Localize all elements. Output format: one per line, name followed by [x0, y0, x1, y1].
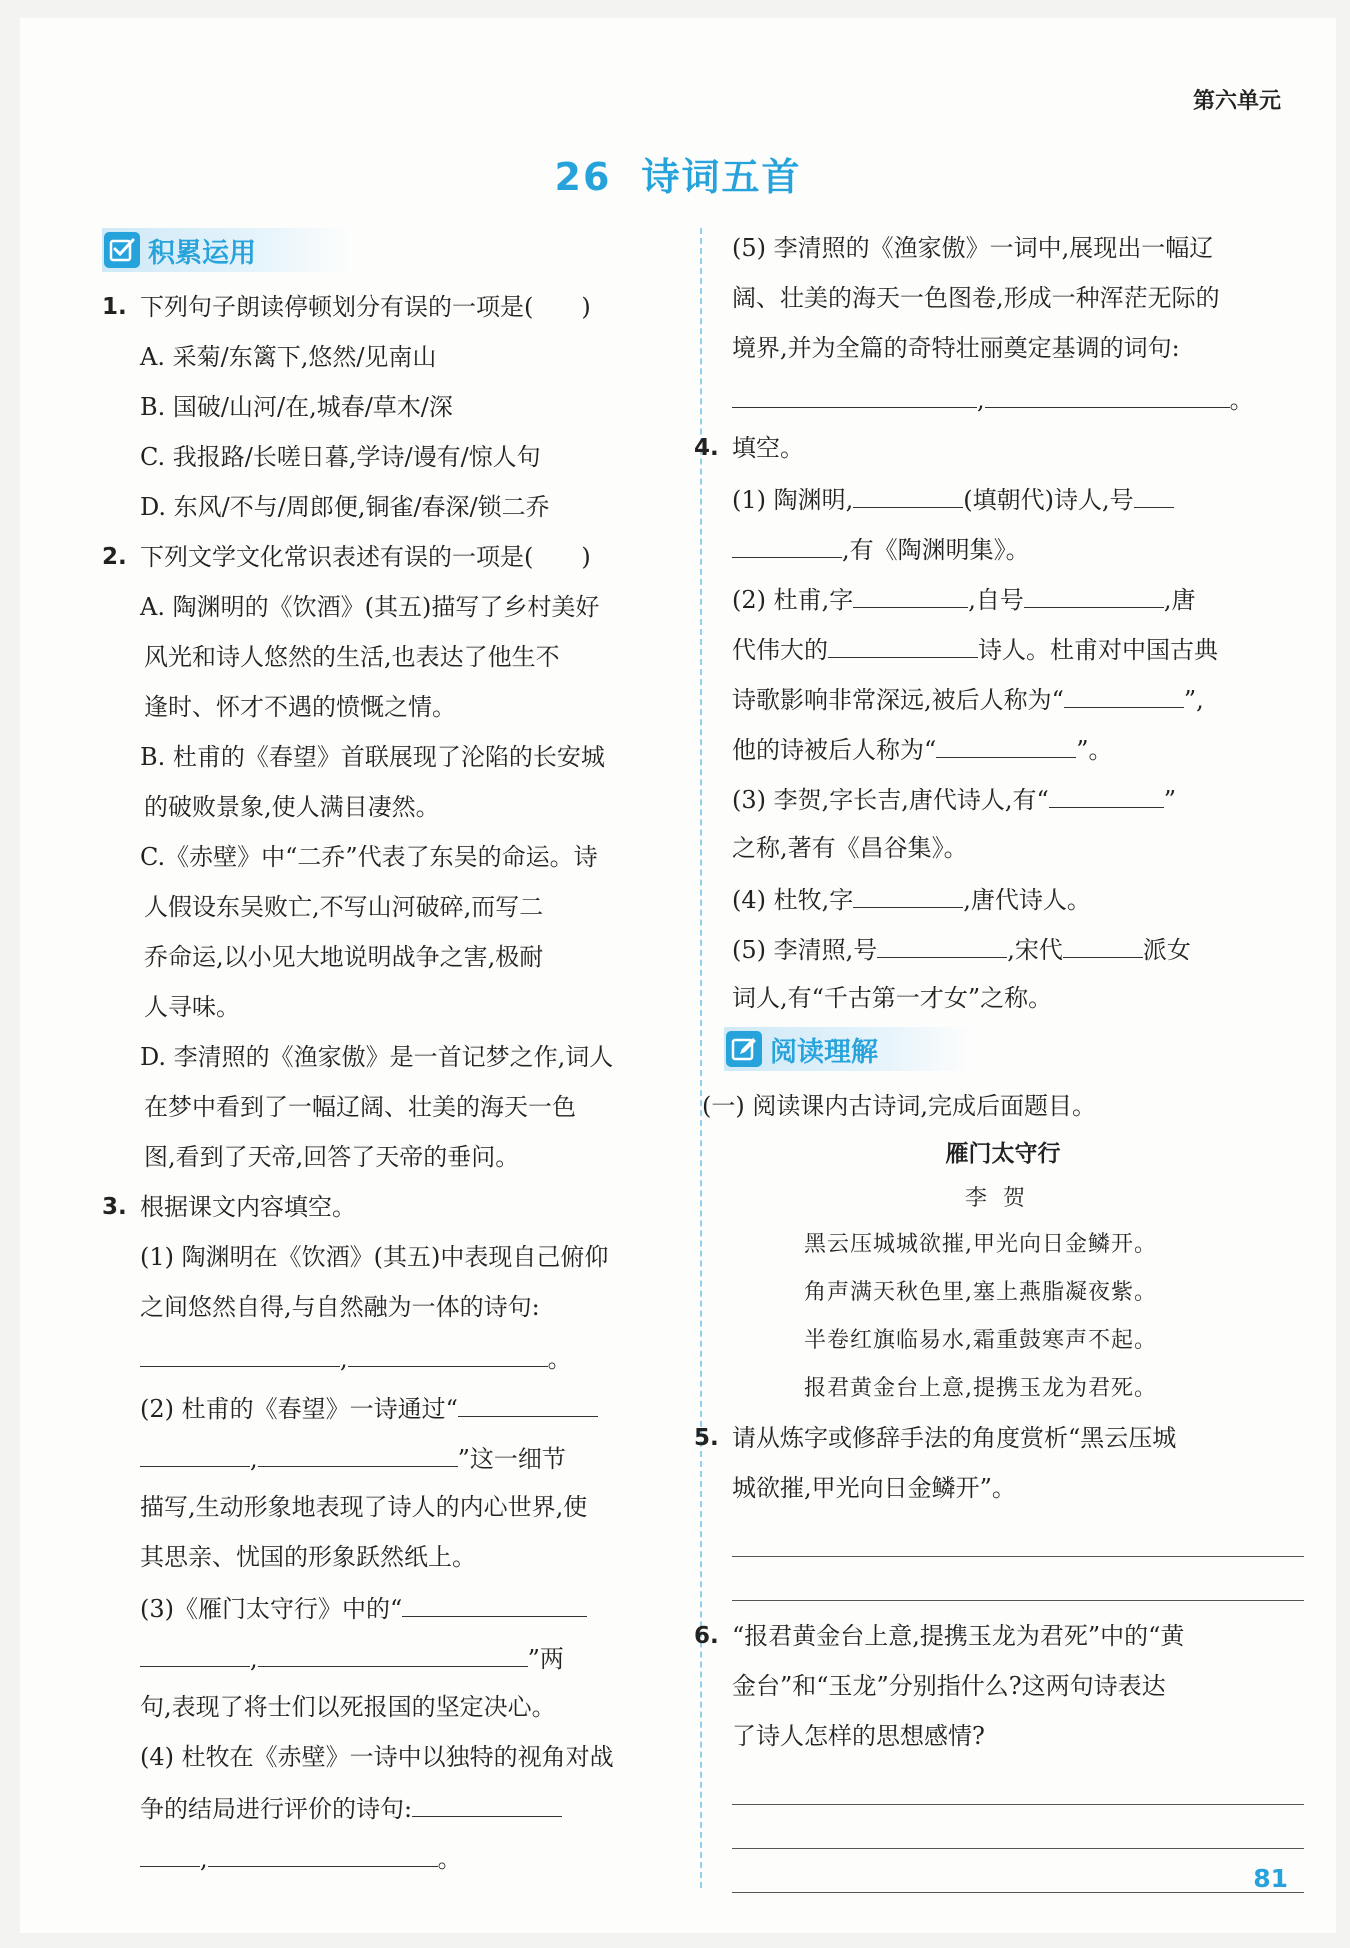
- answer-blank[interactable]: [1049, 773, 1164, 808]
- unit-label: 第六单元: [1192, 89, 1281, 114]
- q3-part-1-cont: 之间悠然自得,与自然融为一体的诗句:: [140, 1293, 540, 1321]
- answer-line[interactable]: [732, 1891, 1304, 1893]
- q2-option-d-cont: 在梦中看到了一幅辽阔、壮美的海天一色: [144, 1093, 576, 1121]
- poem-author: 李贺: [964, 1186, 1041, 1211]
- q1-option-b: B. 国破/山河/在,城春/草木/深: [140, 393, 453, 421]
- answer-blank[interactable]: [140, 1632, 250, 1667]
- q2-option-a: A. 陶渊明的《饮酒》(其五)描写了乡村美好: [140, 593, 600, 621]
- answer-blank[interactable]: [140, 1332, 340, 1367]
- answer-blank[interactable]: [402, 1582, 587, 1617]
- q3-part-4: (4) 杜牧在《赤壁》一诗中以独特的视角对战: [140, 1743, 614, 1771]
- answer-blank[interactable]: [140, 1432, 250, 1467]
- question-number: 2.: [102, 544, 127, 570]
- q4-part-2-cont: 诗歌影响非常深远,被后人称为“ ”,: [732, 673, 1304, 723]
- answer-blank[interactable]: [1134, 473, 1174, 508]
- answer-blank[interactable]: [877, 923, 1007, 958]
- q3-part-2-cont: , ”这一细节: [102, 1432, 670, 1482]
- answer-blank[interactable]: [853, 873, 963, 908]
- q3-part-2-cont: 描写,生动形象地表现了诗人的内心世界,使: [140, 1493, 588, 1521]
- q1-option-d: D. 东风/不与/周郎便,铜雀/春深/锁二乔: [140, 493, 550, 521]
- lesson-title: [20, 146, 1336, 201]
- q3-part-4-answer: , 。: [102, 1832, 670, 1882]
- question-3-stem: [102, 1182, 670, 1232]
- answer-blank[interactable]: [140, 1832, 200, 1867]
- answer-blank[interactable]: [208, 1832, 438, 1867]
- left-column: [102, 228, 670, 1882]
- section-title: 阅读理解: [770, 1036, 878, 1068]
- answer-line[interactable]: [732, 1555, 1304, 1557]
- q3-part-1-answer: , 。: [102, 1332, 670, 1382]
- q3-part-5-cont: 境界,并为全篇的奇特壮丽奠定基调的词句:: [732, 334, 1180, 362]
- question-text: 填空。: [732, 434, 804, 462]
- poem-title: 雁门太守行: [945, 1141, 1061, 1167]
- question-number: 4.: [694, 435, 719, 461]
- q3-part-3-cont: , ”两: [102, 1632, 670, 1682]
- question-text: 下列句子朗读停顿划分有误的一项是( ): [140, 293, 591, 321]
- answer-blank[interactable]: [1063, 923, 1143, 958]
- answer-blank[interactable]: [258, 1432, 458, 1467]
- q2-option-c-cont: 人寻味。: [144, 993, 240, 1021]
- reading-intro: (一) 阅读课内古诗词,完成后面题目。: [702, 1092, 1096, 1120]
- answer-line[interactable]: [732, 1847, 1304, 1849]
- checkbox-icon: [104, 232, 140, 268]
- question-4-stem: [694, 423, 1304, 473]
- q3-part-5: (5) 李清照的《渔家傲》一词中,展现出一幅辽: [732, 234, 1214, 262]
- lesson-number: 26: [554, 155, 612, 199]
- q3-part-4-cont: 争的结局进行评价的诗句:: [102, 1782, 670, 1832]
- q2-option-a-cont: 风光和诗人悠然的生活,也表达了他生不: [144, 643, 560, 671]
- lesson-name: 诗词五首: [641, 155, 802, 199]
- answer-line[interactable]: [732, 1599, 1304, 1601]
- page-number: 81: [1253, 1864, 1288, 1893]
- answer-blank[interactable]: [1064, 673, 1184, 708]
- q2-option-c: C.《赤壁》中“二乔”代表了东吴的命运。诗: [140, 843, 598, 871]
- q3-part-2: (2) 杜甫的《春望》一诗通过“: [102, 1382, 670, 1432]
- q4-part-5-cont: 词人,有“千古第一才女”之称。: [732, 984, 1053, 1012]
- q3-part-3-cont: 句,表现了将士们以死报国的坚定决心。: [140, 1693, 556, 1721]
- q3-part-5-cont: 阔、壮美的海天一色图卷,形成一种浑茫无际的: [732, 284, 1220, 312]
- q4-part-2-cont: 他的诗被后人称为“ ”。: [732, 723, 1304, 773]
- workbook-page: [20, 18, 1336, 1933]
- q3-part-5-answer: , 。: [732, 373, 1304, 423]
- section-header-reading: [724, 1027, 974, 1071]
- q3-part-1: (1) 陶渊明在《饮酒》(其五)中表现自己俯仰: [140, 1243, 609, 1271]
- q1-option-a: A. 采菊/东篱下,悠然/见南山: [140, 343, 437, 371]
- question-text: 下列文学文化常识表述有误的一项是( ): [140, 543, 591, 571]
- q4-part-3-cont: 之称,著有《昌谷集》。: [732, 834, 968, 862]
- q2-option-a-cont: 逢时、怀才不遇的愤慨之情。: [144, 693, 456, 721]
- answer-blank[interactable]: [348, 1332, 548, 1367]
- answer-blank[interactable]: [258, 1632, 528, 1667]
- pencil-note-icon: [726, 1031, 762, 1067]
- answer-blank[interactable]: [828, 623, 978, 658]
- question-5-cont: 城欲摧,甲光向日金鳞开”。: [732, 1474, 1016, 1502]
- q4-part-5: (5) 李清照,号 ,宋代 派女: [732, 923, 1304, 973]
- answer-blank[interactable]: [936, 723, 1076, 758]
- answer-blank[interactable]: [732, 523, 842, 558]
- q2-option-b: B. 杜甫的《春望》首联展现了沦陷的长安城: [140, 743, 605, 771]
- q4-part-4: (4) 杜牧,字 ,唐代诗人。: [732, 873, 1304, 923]
- q3-part-3: (3)《雁门太守行》中的“: [102, 1582, 670, 1632]
- answer-blank[interactable]: [853, 473, 963, 508]
- question-number: 1.: [102, 294, 127, 320]
- question-2-stem: [102, 532, 670, 582]
- poem-line: 报君黄金台上意,提携玉龙为君死。: [804, 1376, 1157, 1401]
- q2-option-d-cont: 图,看到了天帝,回答了天帝的垂问。: [144, 1143, 520, 1171]
- answer-blank[interactable]: [1024, 573, 1164, 608]
- q4-part-1: (1) 陶渊明, (填朝代)诗人,号: [732, 473, 1304, 523]
- answer-blank[interactable]: [985, 373, 1230, 408]
- q2-option-b-cont: 的破败景象,使人满目凄然。: [144, 793, 440, 821]
- poem-line: 黑云压城城欲摧,甲光向日金鳞开。: [804, 1232, 1157, 1257]
- q1-option-c: C. 我报路/长嗟日暮,学诗/谩有/惊人句: [140, 443, 541, 471]
- answer-line[interactable]: [732, 1803, 1304, 1805]
- section-header-accumulate: [102, 228, 352, 272]
- answer-blank[interactable]: [732, 373, 977, 408]
- poem-line: 角声满天秋色里,塞上燕脂凝夜紫。: [804, 1280, 1157, 1305]
- q2-option-c-cont: 乔命运,以小见大地说明战争之害,极耐: [144, 943, 544, 971]
- section-title: 积累运用: [148, 237, 256, 269]
- answer-blank[interactable]: [853, 573, 968, 608]
- question-6: 6. “报君黄金台上意,提携玉龙为君死”中的“黄: [694, 1611, 1304, 1661]
- q4-part-2: (2) 杜甫,字 ,自号 ,唐: [732, 573, 1304, 623]
- question-6-cont: 金台”和“玉龙”分别指什么?这两句诗表达: [732, 1672, 1166, 1700]
- question-6-cont: 了诗人怎样的思想感情?: [732, 1722, 985, 1750]
- q4-part-3: (3) 李贺,字长吉,唐代诗人,有“ ”: [732, 773, 1304, 823]
- question-number: 3.: [102, 1194, 127, 1220]
- q3-part-2-cont: 其思亲、忧国的形象跃然纸上。: [140, 1543, 476, 1571]
- question-text: 根据课文内容填空。: [140, 1193, 356, 1221]
- right-column: [694, 223, 1304, 1903]
- question-number: 6.: [694, 1623, 719, 1649]
- answer-blank[interactable]: [412, 1782, 562, 1817]
- q2-option-c-cont: 人假设东吴败亡,不写山河破碎,而写二: [144, 893, 544, 921]
- q2-option-d: D. 李清照的《渔家傲》是一首记梦之作,词人: [140, 1043, 614, 1071]
- q4-part-1-cont: ,有《陶渊明集》。: [732, 523, 1304, 573]
- q4-part-2-cont: 代伟大的 诗人。杜甫对中国古典: [732, 623, 1304, 673]
- poem-line: 半卷红旗临易水,霜重鼓寒声不起。: [804, 1328, 1157, 1353]
- question-5: 5. 请从炼字或修辞手法的角度赏析“黑云压城: [694, 1413, 1304, 1463]
- question-1-stem: [102, 282, 670, 332]
- question-number: 5.: [694, 1425, 719, 1451]
- answer-blank[interactable]: [458, 1382, 598, 1417]
